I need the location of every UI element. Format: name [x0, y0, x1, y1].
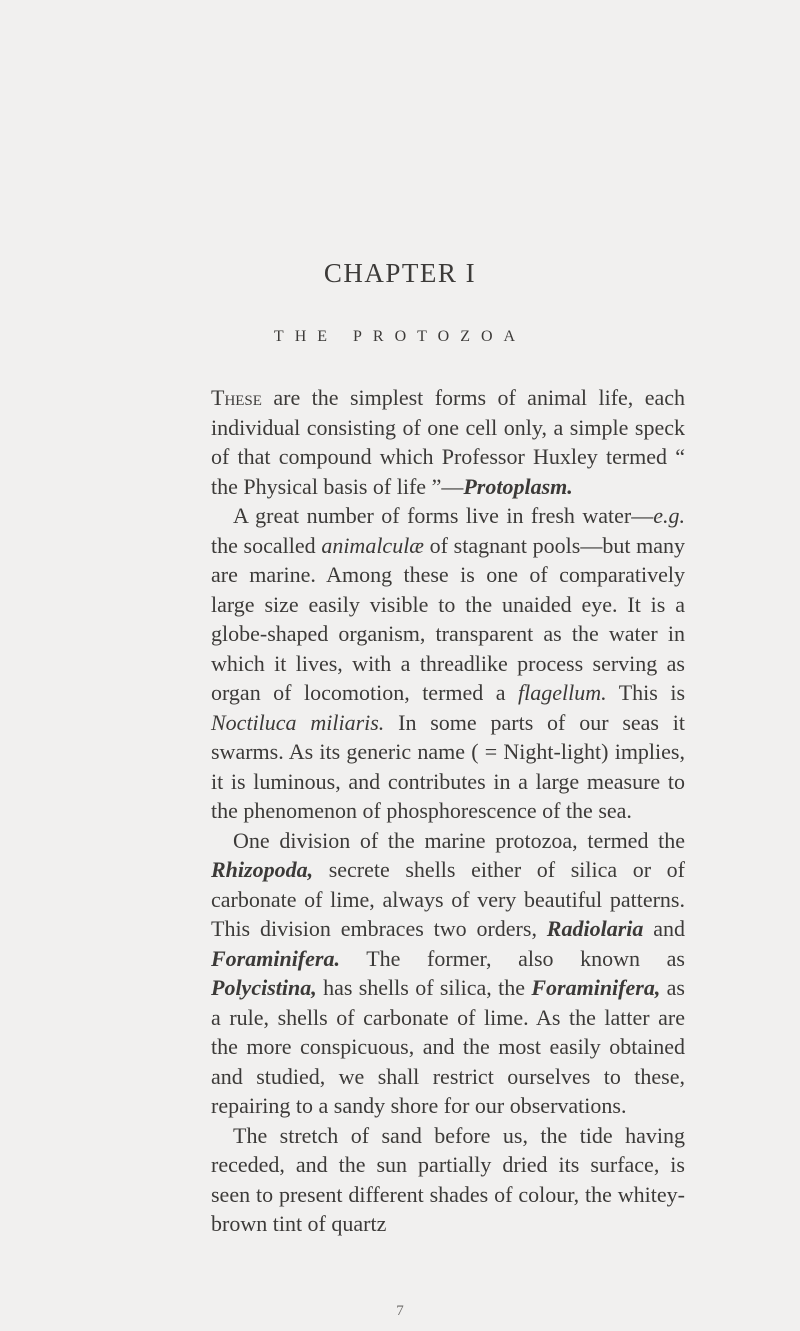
text-run: animalculæ [321, 532, 424, 558]
paragraph-4 [211, 1121, 685, 1239]
text-run: One division of the marine protozoa, termed the [233, 827, 685, 853]
text-run: Foraminifera, [531, 975, 661, 1000]
text-run: Radiolaria [546, 916, 644, 941]
text-run: Foraminifera. [211, 945, 340, 971]
text-run: of stagnant pools—but many are marine. Among these is one of comparatively large size easily visible to the unaided eye. It is a globe-shaped organism, transparent as the water in which it lives, with a threadlike process serving as organ of locomotion, termed a [211, 532, 685, 705]
text-run: The former, also known as [339, 945, 685, 971]
text-run: the socalled [211, 532, 322, 558]
text-run: are the simplest forms of animal life, each individual consisting of one cell only, a simple speck of that compound which Professor Huxley termed “ the Physical basis of life ”— [211, 385, 685, 499]
text-run: The stretch of sand before us, the tide having receded, and the sun partially dried its surface, is seen to present different shades of colour, the whitey-brown tint of quartz [211, 1122, 685, 1236]
text-run: Protoplasm. [463, 473, 573, 499]
page-number: 7 [396, 1303, 404, 1319]
text-run: These [211, 385, 262, 410]
text-run: Noctiluca miliaris. [211, 709, 385, 735]
text-run: secrete shells either of silica or of carbonate of lime, always of very beautiful patterns. This division embraces two orders, [211, 857, 685, 941]
text-run: has shells of silica, the [316, 975, 532, 1000]
text-run: Rhizopoda, [211, 857, 314, 882]
text-run: e.g. [653, 503, 685, 528]
text-run: as a rule, shells of carbonate of lime. As the latter are the more conspicuous, and the most easily obtained and studied, we shall restrict ourselves to these, repairing to a sandy shore for our observations. [211, 975, 685, 1118]
text-run: Polycistina, [211, 975, 317, 1000]
chapter-heading: CHAPTER I [323, 258, 477, 288]
section-title: THE PROTOZOA [273, 328, 527, 345]
text-run: This is [606, 680, 686, 705]
paragraph-3 [211, 826, 685, 1121]
body-text [211, 383, 685, 1239]
text-run: and [643, 916, 685, 941]
text-run: flagellum. [518, 680, 607, 705]
text-run: A great number of forms live in fresh water— [233, 503, 654, 528]
text-run: In some parts of our seas it swarms. As its generic name ( = Night-light) implies, it is luminous, and contributes in a large measure to the phenomenon of phosphorescence of the sea. [211, 709, 686, 823]
paragraph-1 [211, 383, 685, 501]
paragraph-2 [211, 501, 685, 826]
